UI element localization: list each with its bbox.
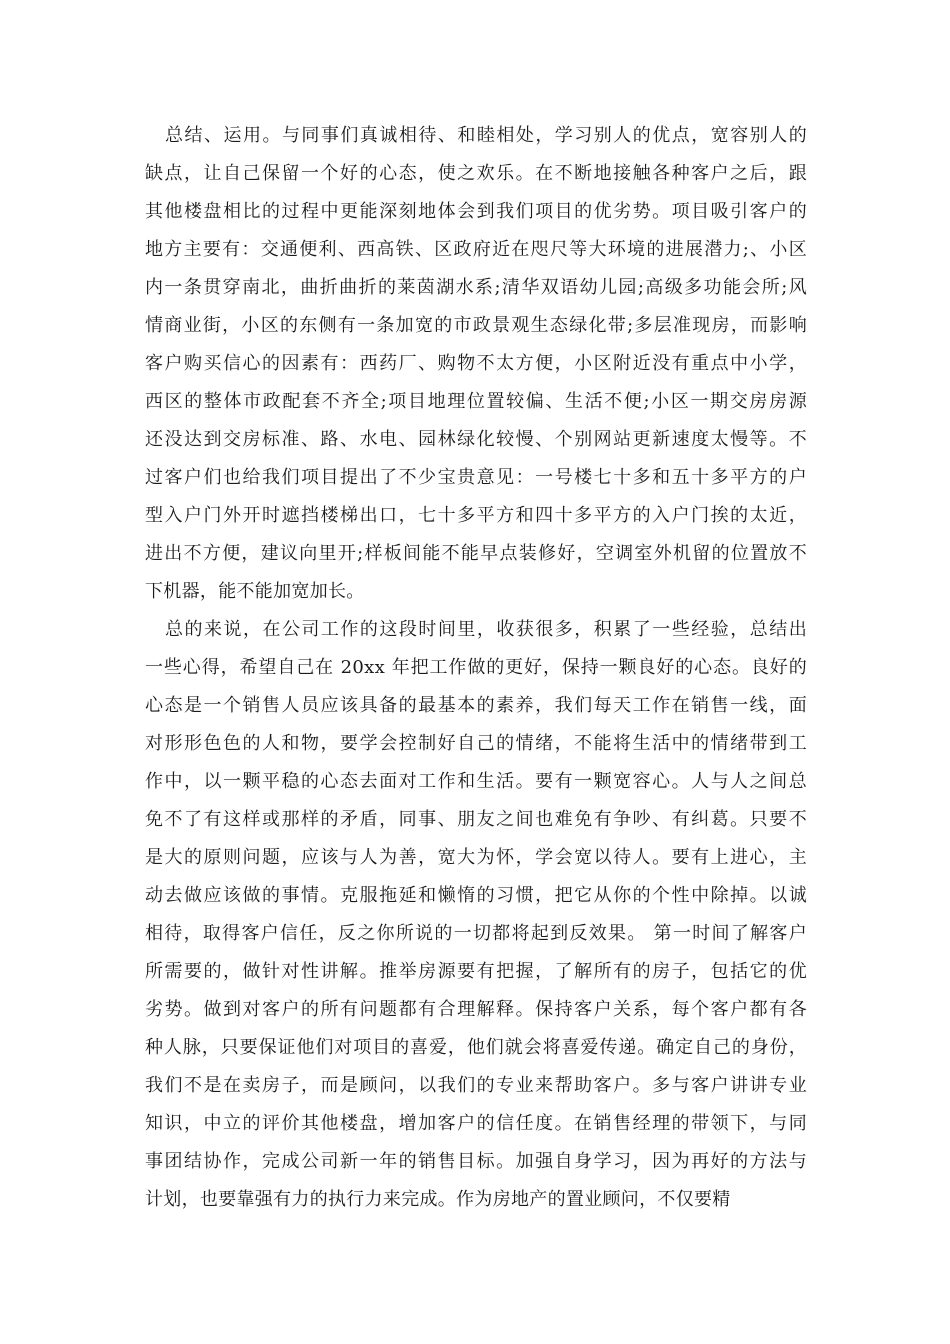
text-line: 总结、运用。与同事们真诚相待、和睦相处，学习别人的优点，宽容别人的 — [165, 125, 807, 146]
text-line: 内一条贯穿南北，曲折曲折的莱茵湖水系;清华双语幼儿园;高级多功能会所;风 — [145, 277, 807, 298]
document-body — [145, 117, 807, 1219]
text-line: 心态是一个销售人员应该具备的最基本的素养，我们每天工作在销售一线，面 — [145, 695, 807, 716]
text-line: 对形形色色的人和物，要学会控制好自己的情绪，不能将生活中的情绪带到工 — [145, 733, 807, 754]
text-line: 知识，中立的评价其他楼盘，增加客户的信任度。在销售经理的带领下，与同 — [145, 1113, 807, 1134]
text-line: 客户购买信心的因素有：西药厂、购物不太方便，小区附近没有重点中小学， — [145, 353, 807, 374]
text-line: 其他楼盘相比的过程中更能深刻地体会到我们项目的优劣势。项目吸引客户的 — [145, 201, 807, 222]
text-line: 免不了有这样或那样的矛盾，同事、朋友之间也难免有争吵、有纠葛。只要不 — [145, 809, 807, 830]
text-line: 是大的原则问题，应该与人为善，宽大为怀，学会宽以待人。要有上进心，主 — [145, 847, 807, 868]
text-line: 型入户门外开时遮挡楼梯出口，七十多平方和四十多平方的入户门挨的太近， — [145, 505, 807, 526]
text-line: 还没达到交房标准、路、水电、园林绿化较慢、个别网站更新速度太慢等。不 — [145, 429, 807, 450]
text-line: 动去做应该做的事情。克服拖延和懒惰的习惯，把它从你的个性中除掉。以诚 — [145, 885, 807, 906]
paragraph-2 — [145, 611, 807, 1219]
text-line: 种人脉，只要保证他们对项目的喜爱，他们就会将喜爱传递。确定自己的身份， — [145, 1037, 807, 1058]
text-line: 情商业街，小区的东侧有一条加宽的市政景观生态绿化带;多层准现房，而影响 — [145, 315, 807, 336]
text-line: 下机器，能不能加宽加长。 — [145, 581, 365, 602]
text-line: 地方主要有：交通便利、西高铁、区政府近在咫尺等大环境的进展潜力;、小区 — [145, 239, 807, 260]
text-line: 所需要的，做针对性讲解。推举房源要有把握，了解所有的房子，包括它的优 — [145, 961, 807, 982]
text-line: 相待，取得客户信任，反之你所说的一切都将起到反效果。 第一时间了解客户 — [145, 923, 807, 944]
paragraph-1 — [145, 117, 807, 611]
text-line: 作中，以一颗平稳的心态去面对工作和生活。要有一颗宽容心。人与人之间总 — [145, 771, 807, 792]
text-line: 总的来说，在公司工作的这段时间里，收获很多，积累了一些经验，总结出 — [165, 619, 807, 640]
text-line: 劣势。做到对客户的所有问题都有合理解释。保持客户关系，每个客户都有各 — [145, 999, 807, 1020]
text-line: 过客户们也给我们项目提出了不少宝贵意见：一号楼七十多和五十多平方的户 — [145, 467, 807, 488]
text-line: 进出不方便，建议向里开;样板间能不能早点装修好，空调室外机留的位置放不 — [145, 543, 807, 564]
text-line: 我们不是在卖房子，而是顾问，以我们的专业来帮助客户。多与客户讲讲专业 — [145, 1075, 807, 1096]
text-line: 西区的整体市政配套不齐全;项目地理位置较偏、生活不便;小区一期交房房源 — [145, 391, 807, 412]
text-line: 缺点，让自己保留一个好的心态，使之欢乐。在不断地接触各种客户之后，跟 — [145, 163, 807, 184]
text-line: 计划，也要靠强有力的执行力来完成。作为房地产的置业顾问，不仅要精 — [145, 1189, 731, 1210]
text-line: 一些心得，希望自己在 20xx 年把工作做的更好，保持一颗良好的心态。良好的 — [145, 657, 807, 678]
text-line: 事团结协作，完成公司新一年的销售目标。加强自身学习，因为再好的方法与 — [145, 1151, 807, 1172]
